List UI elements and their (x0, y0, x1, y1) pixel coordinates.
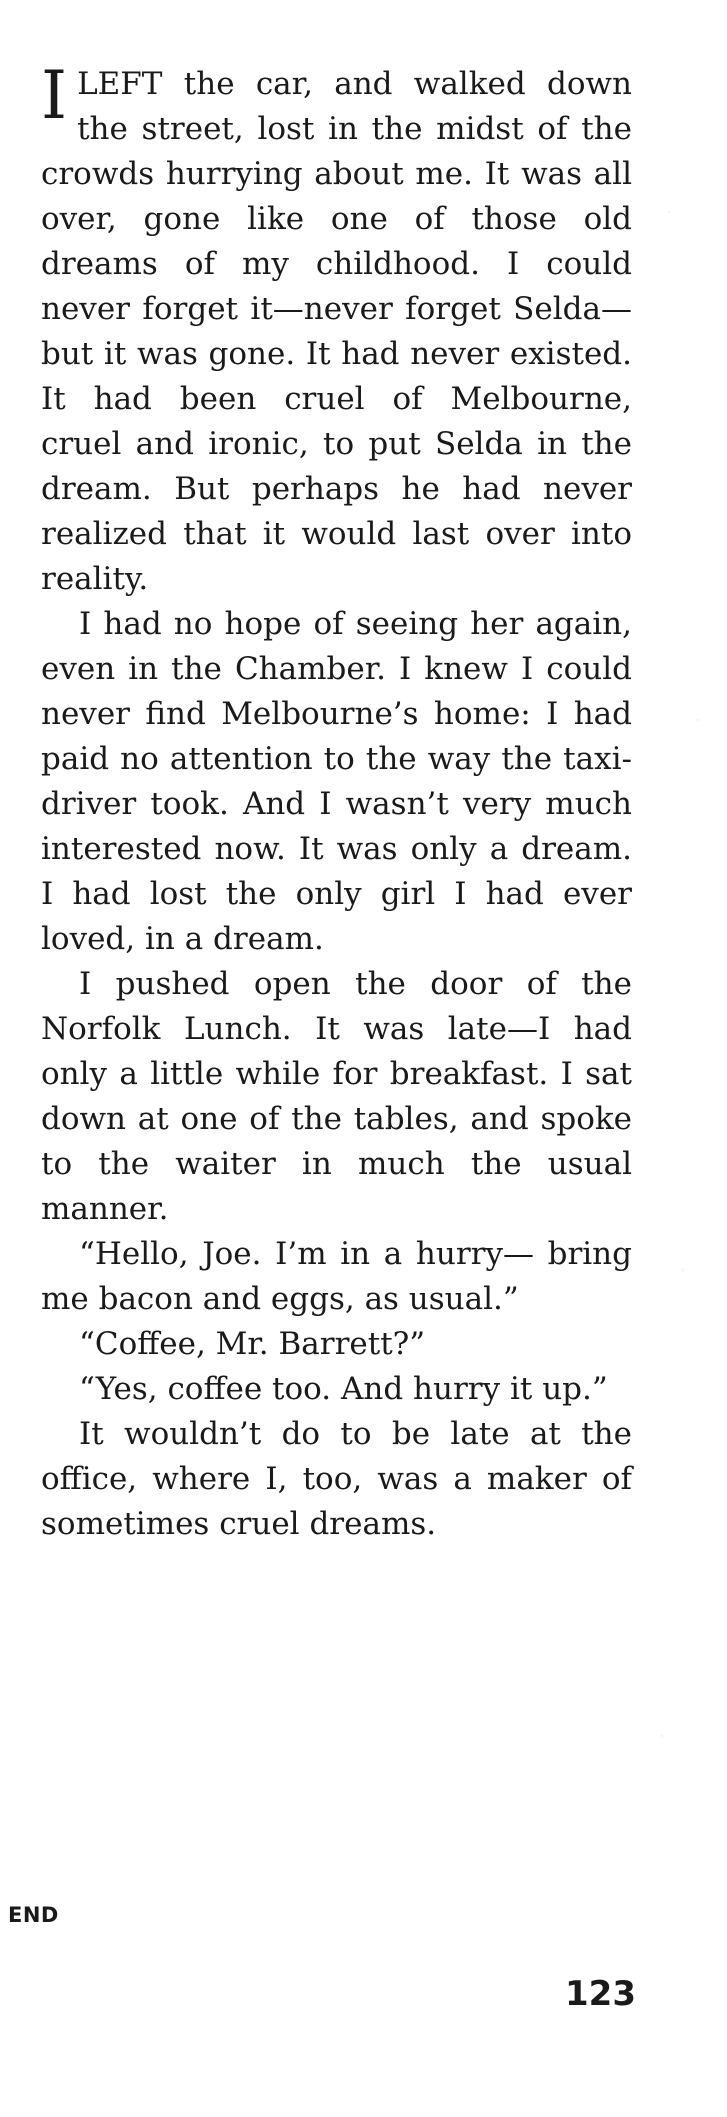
paragraph-4: “Hello, Joe. I’m in a hurry— bring me bacon and eggs, as usual.” (41, 1236, 632, 1317)
page-number: 123 (565, 1974, 636, 2014)
paragraph-5: “Coffee, Mr. Barrett?” (79, 1326, 426, 1362)
drop-cap-letter: I (41, 57, 68, 134)
story-text-column (41, 57, 632, 1547)
paragraph-2: I had no hope of seeing her again, even in the Chamber. I knew I could never find Melbourne’s home: I had paid no attention to the way the taxi-driver took. And I wasn’t very much interested now. It was only a dream. I had lost the only girl I had ever loved, in a dream. (41, 606, 632, 957)
end-label: END (8, 1903, 59, 1927)
paragraph-6: “Yes, coffee too. And hurry it up.” (79, 1371, 608, 1407)
paragraph-3: I pushed open the door of the Norfolk Lunch. It was late—I had only a little while for breakfast. I sat down at one of the tables, and spoke to the waiter in much the usual manner. (41, 966, 632, 1227)
opening-paragraph (41, 57, 632, 602)
opening-paragraph-text: LEFT the car, and walked down the street, lost in the midst of the crowds hurrying about me. It was all over, gone like one of those old dreams of my childhood. I could never forget it—never forget Selda—but it was gone. It had never existed. It had been cruel of Melbourne, cruel and ironic, to put Selda in the dream. But perhaps he had never realized that it would last over into reality. (41, 66, 632, 597)
paragraph-7: It wouldn’t do to be late at the office, where I, too, was a maker of sometimes cruel dreams. (41, 1416, 632, 1542)
